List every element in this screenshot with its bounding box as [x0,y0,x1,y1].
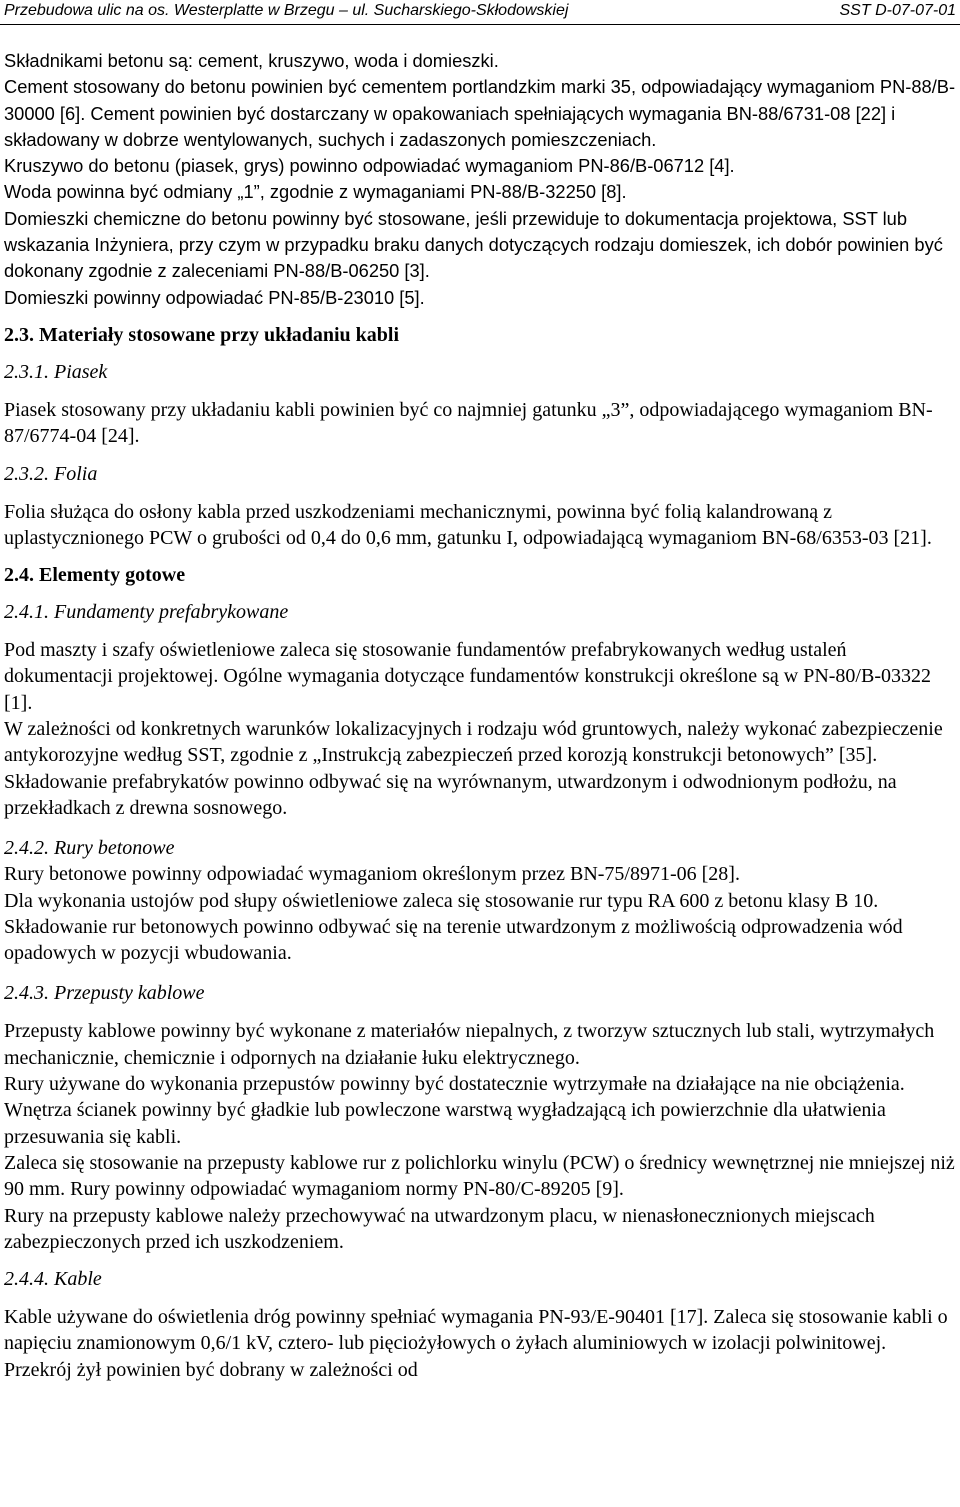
header-divider [0,24,960,25]
paragraph: Zaleca się stosowanie na przepusty kablowe rur z polichlorku winylu (PCW) o średnicy wewnętrznej nie mniejszej niż 90 mm. Rury powinny odpowiadać wymaganiom normy PN-80/C-89205 [9]. [4,1151,955,1201]
subsection-heading: 2.4.4. Kable [4,1268,102,1291]
subsection-heading: 2.4.1. Fundamenty prefabrykowane [4,601,289,624]
paragraph: Rury na przepusty kablowe należy przechowywać na utwardzonym placu, w nienasłonecznionych miejscach zabezpieczonych przed ich uszkodzeniem. [4,1204,875,1253]
paragraph: Składowanie prefabrykatów powinno odbywać się na wyrównanym, utwardzonym i odwodnionym podłożu, na przekładkach z drewna sosnowego. [4,770,897,819]
paragraph: Piasek stosowany przy układaniu kabli powinien być co najmniej gatunku „3”, odpowiadającego wymaganiom BN-87/6774-04 [24]. [4,398,933,448]
paragraph: Domieszki chemiczne do betonu powinny być stosowane, jeśli przewiduje to dokumentacja projektowa, SST lub wskazania Inżyniera, przy czym w przypadku braku danych dotyczących rodzaju domieszek, ich dobór powinien być dokonany zgodnie z zaleceniami PN-88/B-06250 [3]. [4,207,943,282]
paragraph: Folia służąca do osłony kabla przed uszkodzeniami mechanicznymi, powinna być folią kalandrowaną z uplastycznionego PCW o grubości od 0,4 do 0,6 mm, gatunku I, odpowiadającą wymaganiom BN-68/6353-03 [21]. [4,500,932,549]
paragraph: Kruszywo do betonu (piasek, grys) powinno odpowiadać wymaganiom PN-86/B-06712 [4]. [4,155,735,177]
subsection-heading: 2.4.2. Rury betonowe [4,837,175,860]
paragraph: Cement stosowany do betonu powinien być cementem portlandzkim marki 35, odpowiadający wymaganiom PN-88/B-30000 [6]. Cement powinien być dostarczany w opakowaniach spełniających wymagania BN-88/6731-08 [22] i składowany w dobrze wentylowanych, suchych i zadaszonych pomieszczeniach. [4,76,956,150]
subsection-heading: 2.4.3. Przepusty kablowe [4,982,205,1005]
paragraph: W zależności od konkretnych warunków lokalizacyjnych i rodzaju wód gruntowych, należy wykonać zabezpieczenie antykorozyjne według SST, zgodnie z „Instrukcją zabezpieczeń przed korozją konstrukcji betonowych” [35]. [4,718,943,767]
section-heading: 2.4. Elementy gotowe [4,564,186,587]
paragraph: Kable używane do oświetlenia dróg powinny spełniać wymagania PN-93/E-90401 [17]. Zaleca się stosowanie kabli o napięciu znamionowym 0,6/1 kV, cztero- lub pięciożyłowych o żyłach aluminiowych w izolacji polwinitowej. Przekrój żył powinien być dobrany w zależności od [4,1306,948,1381]
header-title: Przebudowa ulic na os. Westerplatte w Brzegu – ul. Sucharskiego-Skłodowskiej [4,2,569,19]
paragraph: Domieszki powinny odpowiadać PN-85/B-23010 [5]. [4,286,425,308]
paragraph: Składnikami betonu są: cement, kruszywo, woda i domieszki. [4,50,499,71]
header-code: SST D-07-07-01 [839,2,956,19]
subsection-heading: 2.3.2. Folia [4,462,98,485]
paragraph: Pod maszty i szafy oświetleniowe zaleca się stosowanie fundamentów prefabrykowanych według ustaleń dokumentacji projektowej. Ogólne wymagania dotyczące fundamentów konstrukcji określone są w PN-80/B-03322 [1]. [4,639,931,714]
intro-block [4,48,956,311]
paragraph: Przepusty kablowe powinny być wykonane z materiałów niepalnych, z tworzyw sztucznych lub stali, wytrzymałych mechanicznie, chemicznie i odpornych na działanie łuku elektrycznego. [4,1020,935,1069]
paragraph: Dla wykonania ustojów pod słupy oświetleniowe zaleca się stosowanie rur typu RA 600 z betonu klasy B 10. Składowanie rur betonowych powinno odbywać się na terenie utwardzonym z możliwością odprowadzenia wód opadowych w pozycji wbudowania. [4,889,903,965]
paragraph: Woda powinna być odmiany „1”, zgodnie z wymaganiami PN-88/B-32250 [8]. [4,181,627,203]
paragraph: Rury używane do wykonania przepustów powinny być dostatecznie wytrzymałe na działające na nie obciążenia. Wnętrza ścianek powinny być gładkie lub powleczone warstwą wygładzającą ich powierzchnie dla ułatwienia przesuwania się kabli. [4,1073,905,1148]
document-body [4,48,956,1383]
paragraph: Rury betonowe powinny odpowiadać wymaganiom określonym przez BN-75/8971-06 [28]. [4,863,740,886]
subsection-heading: 2.3.1. Piasek [4,360,108,383]
section-heading: 2.3. Materiały stosowane przy układaniu kabli [4,323,400,346]
